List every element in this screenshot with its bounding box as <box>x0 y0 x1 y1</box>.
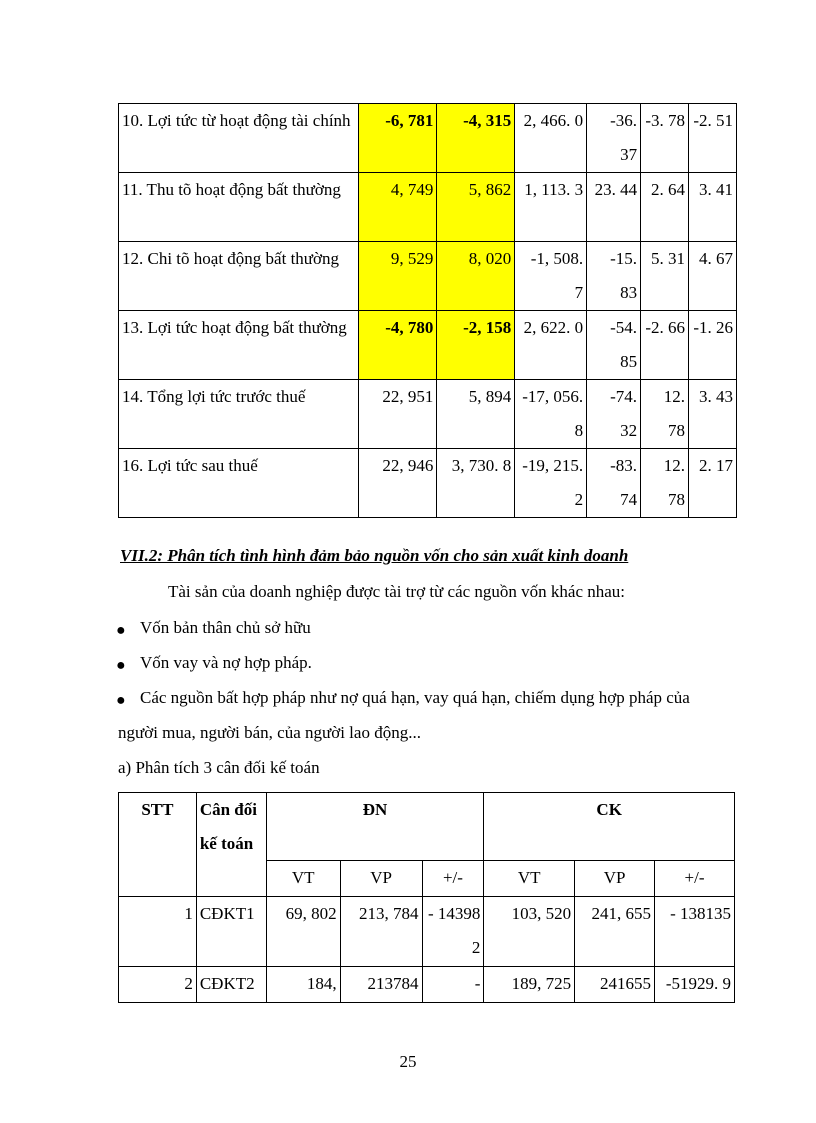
cell-value: -74. 32 <box>587 380 641 449</box>
subheader-diff: +/- <box>655 861 735 897</box>
cell-value: 213, 784 <box>340 897 422 967</box>
bullet-icon: ● <box>116 657 126 674</box>
cell-value: 3. 41 <box>689 173 737 242</box>
cell-value: 2. 64 <box>641 173 689 242</box>
cell-value: 5, 862 <box>437 173 515 242</box>
cell-value: -1, 508. 7 <box>515 242 587 311</box>
subheader-vt: VT <box>484 861 575 897</box>
profit-table <box>118 103 737 518</box>
cell-value: -1. 26 <box>689 311 737 380</box>
cell-value: 184, <box>266 967 340 1003</box>
cell-value: 4. 67 <box>689 242 737 311</box>
row-label: 12. Chi tõ hoạt động bất thường <box>119 242 359 311</box>
cell-value: -54. 85 <box>587 311 641 380</box>
cell-value: 12. 78 <box>641 380 689 449</box>
table-row <box>119 173 737 242</box>
cell-name: CĐKT2 <box>196 967 266 1003</box>
cell-value: 3, 730. 8 <box>437 449 515 518</box>
cell-name: CĐKT1 <box>196 897 266 967</box>
section-heading: VII.2: Phân tích tình hình đảm bảo nguồn vốn cho sản xuất kinh doanh <box>120 546 629 565</box>
cell-value: 103, 520 <box>484 897 575 967</box>
subheader-vt: VT <box>266 861 340 897</box>
cell-stt: 1 <box>119 897 197 967</box>
table-row <box>119 104 737 173</box>
table-row <box>119 967 735 1003</box>
cell-value: 23. 44 <box>587 173 641 242</box>
cell-value: -19, 215. 2 <box>515 449 587 518</box>
row-label: 13. Lợi tức hoạt động bất thường <box>119 311 359 380</box>
cell-value: - 143982 <box>422 897 484 967</box>
cell-value: -3. 78 <box>641 104 689 173</box>
table-row <box>119 242 737 311</box>
cell-value: 5, 894 <box>437 380 515 449</box>
cell-value: 4, 749 <box>359 173 437 242</box>
cell-value: - 138135 <box>655 897 735 967</box>
header-balance: Cân đối kế toán <box>196 793 266 897</box>
subheader-vp: VP <box>340 861 422 897</box>
row-label: 10. Lợi tức từ hoạt động tài chính <box>119 104 359 173</box>
subheading: a) Phân tích 3 cân đối kế toán <box>118 758 320 777</box>
bullet-item: Vốn bản thân chủ sở hữu <box>140 618 311 637</box>
cell-value: 241, 655 <box>575 897 655 967</box>
cell-value: -2. 51 <box>689 104 737 173</box>
cell-value: 2, 466. 0 <box>515 104 587 173</box>
cell-value: -83. 74 <box>587 449 641 518</box>
cell-value: -4, 780 <box>359 311 437 380</box>
bullet-item: Vốn vay và nợ hợp pháp. <box>140 653 312 672</box>
cell-value: 22, 946 <box>359 449 437 518</box>
subheader-vp: VP <box>575 861 655 897</box>
header-dn: ĐN <box>266 793 484 861</box>
cell-value: 1, 113. 3 <box>515 173 587 242</box>
cell-value: - <box>422 967 484 1003</box>
table-row <box>119 449 737 518</box>
cell-value: -17, 056. 8 <box>515 380 587 449</box>
cell-stt: 2 <box>119 967 197 1003</box>
cell-value: 8, 020 <box>437 242 515 311</box>
cell-value: -6, 781 <box>359 104 437 173</box>
cell-value: 9, 529 <box>359 242 437 311</box>
bullet-icon: ● <box>116 692 126 709</box>
header-ck: CK <box>484 793 735 861</box>
row-label: 14. Tổng lợi tức trước thuế <box>119 380 359 449</box>
cell-value: -2, 158 <box>437 311 515 380</box>
table-row <box>119 380 737 449</box>
balance-table <box>118 792 735 1003</box>
cell-value: -15. 83 <box>587 242 641 311</box>
cell-value: 22, 951 <box>359 380 437 449</box>
cell-value: -2. 66 <box>641 311 689 380</box>
bullet-continuation: người mua, người bán, của người lao động... <box>118 723 421 742</box>
cell-value: 241655 <box>575 967 655 1003</box>
cell-value: 3. 43 <box>689 380 737 449</box>
bullet-item: Các nguồn bất hợp pháp như nợ quá hạn, vay quá hạn, chiếm dụng hợp pháp của <box>140 688 690 707</box>
row-label: 11. Thu tõ hoạt động bất thường <box>119 173 359 242</box>
header-stt: STT <box>119 793 197 897</box>
table-row <box>119 897 735 967</box>
cell-value: 5. 31 <box>641 242 689 311</box>
page-number: 25 <box>399 1052 417 1071</box>
section-intro: Tài sản của doanh nghiệp được tài trợ từ các nguồn vốn khác nhau: <box>168 582 626 601</box>
cell-value: -36. 37 <box>587 104 641 173</box>
cell-value: 12. 78 <box>641 449 689 518</box>
cell-value: 189, 725 <box>484 967 575 1003</box>
cell-value: 2. 17 <box>689 449 737 518</box>
table-row <box>119 311 737 380</box>
cell-value: 69, 802 <box>266 897 340 967</box>
subheader-diff: +/- <box>422 861 484 897</box>
bullet-icon: ● <box>116 622 126 639</box>
cell-value: -4, 315 <box>437 104 515 173</box>
cell-value: -51929. 9 <box>655 967 735 1003</box>
row-label: 16. Lợi tức sau thuế <box>119 449 359 518</box>
cell-value: 2, 622. 0 <box>515 311 587 380</box>
cell-value: 213784 <box>340 967 422 1003</box>
